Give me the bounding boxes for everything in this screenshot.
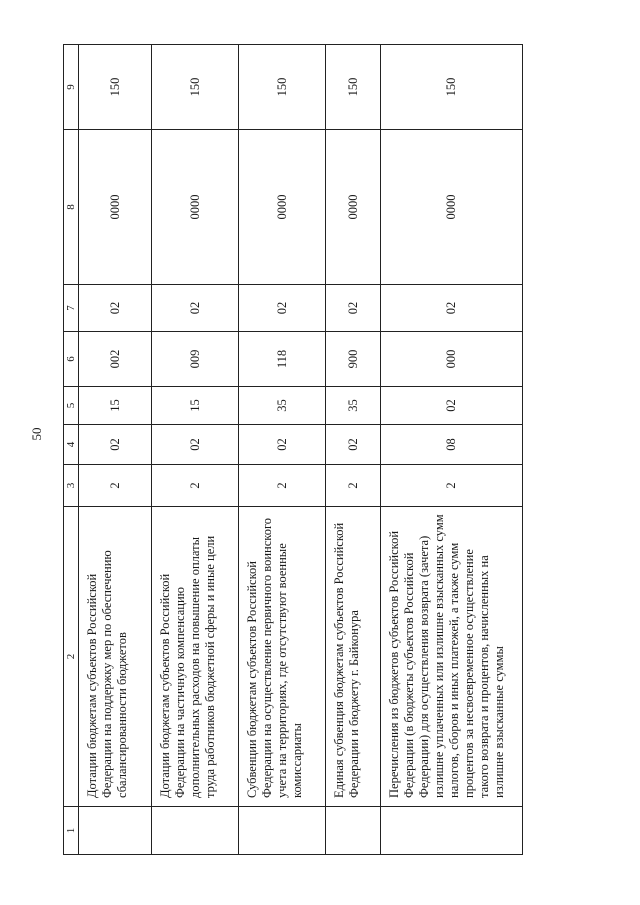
- code-cell: 002: [79, 332, 152, 387]
- code-cell: 02: [326, 285, 381, 332]
- code-cell: 0000: [152, 130, 239, 285]
- description-cell: Единая субвенция бюджетам субъектов Российской Федерации и бюджету г. Байконура: [326, 507, 381, 807]
- code-cell: 2: [239, 465, 326, 507]
- row-number-cell: [79, 807, 152, 855]
- column-header: 6: [64, 332, 79, 387]
- column-number-row: [64, 45, 79, 855]
- code-cell: 02: [381, 387, 523, 425]
- code-cell: 15: [152, 387, 239, 425]
- code-cell: 02: [381, 285, 523, 332]
- code-cell: 02: [152, 425, 239, 465]
- code-cell: 150: [79, 45, 152, 130]
- column-header: 3: [64, 465, 79, 507]
- description-cell: Субвенции бюджетам субъектов Российской Федерации на осуществление первичного воинского учета на территориях, где отсутствуют военные комиссариаты: [239, 507, 326, 807]
- code-cell: 15: [79, 387, 152, 425]
- code-cell: 2: [326, 465, 381, 507]
- code-cell: 35: [239, 387, 326, 425]
- description-cell: Перечисления из бюджетов субъектов Российской Федерации (в бюджеты субъектов Российской Федерации) для осуществления возврата (зачета) излишне уплаченных или излишне взысканных сумм налогов, сборов и иных платежей, а также сумм процентов за несвоевременное осуществление такого возврата и процентов, начисленных на излишне взысканные суммы: [381, 507, 523, 807]
- row-number-cell: [326, 807, 381, 855]
- row-number-cell: [152, 807, 239, 855]
- code-cell: 0000: [239, 130, 326, 285]
- code-cell: 02: [79, 285, 152, 332]
- code-cell: 150: [152, 45, 239, 130]
- column-header: 2: [64, 507, 79, 807]
- code-cell: 0000: [79, 130, 152, 285]
- code-cell: 2: [152, 465, 239, 507]
- code-cell: 02: [152, 285, 239, 332]
- column-header: 4: [64, 425, 79, 465]
- column-header: 8: [64, 130, 79, 285]
- code-cell: 08: [381, 425, 523, 465]
- code-cell: 000: [381, 332, 523, 387]
- column-header: 5: [64, 387, 79, 425]
- row-number-cell: [381, 807, 523, 855]
- table-row: [326, 45, 381, 855]
- column-header: 7: [64, 285, 79, 332]
- page-number: 50: [29, 427, 44, 441]
- code-cell: 35: [326, 387, 381, 425]
- budget-classification-table: [63, 44, 523, 855]
- code-cell: 02: [79, 425, 152, 465]
- rotated-page-content: [63, 45, 521, 855]
- code-cell: 02: [326, 425, 381, 465]
- code-cell: 150: [326, 45, 381, 130]
- code-cell: 2: [381, 465, 523, 507]
- code-cell: 02: [239, 285, 326, 332]
- code-cell: 118: [239, 332, 326, 387]
- code-cell: 009: [152, 332, 239, 387]
- code-cell: 0000: [326, 130, 381, 285]
- description-cell: Дотации бюджетам субъектов Российской Федерации на поддержку мер по обеспечению сбалансированности бюджетов: [79, 507, 152, 807]
- code-cell: 150: [381, 45, 523, 130]
- table-row: [239, 45, 326, 855]
- code-cell: 2: [79, 465, 152, 507]
- description-cell: Дотации бюджетам субъектов Российской Федерации на частичную компенсацию дополнительных расходов на повышение оплаты труда работников бюджетной сферы и иные цели: [152, 507, 239, 807]
- table-row: [152, 45, 239, 855]
- code-cell: 02: [239, 425, 326, 465]
- table-row: [79, 45, 152, 855]
- column-header: 1: [64, 807, 79, 855]
- column-header: 9: [64, 45, 79, 130]
- code-cell: 150: [239, 45, 326, 130]
- row-number-cell: [239, 807, 326, 855]
- code-cell: 900: [326, 332, 381, 387]
- table-row: [381, 45, 523, 855]
- code-cell: 0000: [381, 130, 523, 285]
